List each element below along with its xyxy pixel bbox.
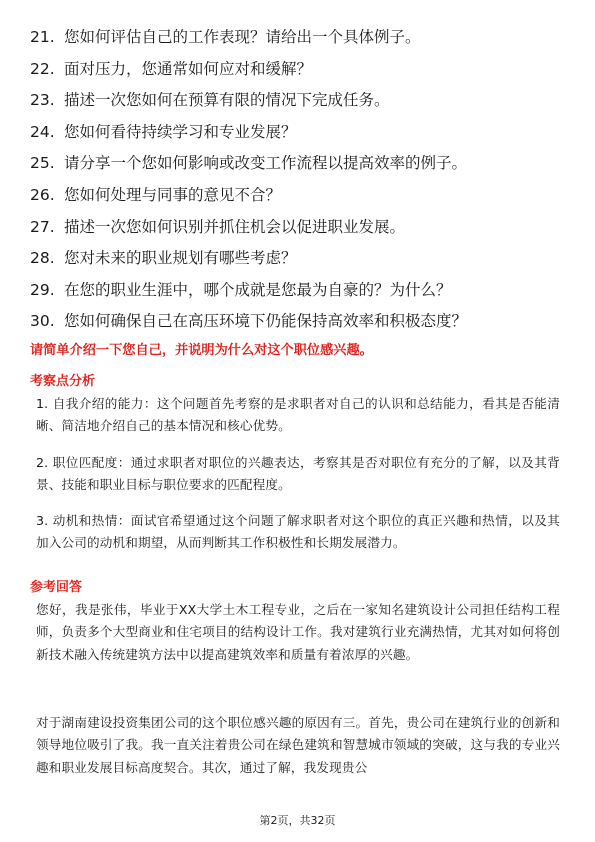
question-text: 描述一次您如何识别并抓住机会以促进职业发展。: [64, 217, 406, 236]
interview-prompt: 请简单介绍一下您自己，并说明为什么对这个职位感兴趣。: [30, 343, 373, 358]
list-item: [30, 22, 570, 54]
question-number: 30.: [30, 312, 55, 331]
question-text: 您对未来的职业规划有哪些考虑？: [64, 249, 297, 268]
list-item: [30, 180, 570, 212]
question-number: 24.: [30, 122, 55, 141]
page-footer: 第2页，共32页: [259, 814, 336, 827]
list-item: [30, 85, 570, 117]
list-item: [30, 275, 570, 307]
question-text: 在您的职业生涯中，哪个成就是您最为自豪的？为什么？: [64, 280, 452, 299]
question-number: 22.: [30, 59, 55, 78]
analysis-heading: 考察点分析: [30, 374, 96, 389]
question-text: 面对压力，您通常如何应对和缓解？: [64, 59, 313, 78]
question-text: 描述一次您如何在预算有限的情况下完成任务。: [64, 91, 390, 110]
list-item: [30, 148, 570, 180]
question-text: 您如何确保自己在高压环境下仍能保持高效率和积极态度？: [64, 312, 468, 331]
question-number: 27.: [30, 217, 55, 236]
question-list: [30, 22, 570, 338]
list-item: [30, 243, 570, 275]
question-number: 23.: [30, 91, 55, 110]
question-text: 您如何处理与同事的意见不合？: [64, 185, 282, 204]
question-number: 26.: [30, 185, 55, 204]
question-number: 21.: [30, 28, 55, 46]
reference-heading: 参考回答: [30, 580, 83, 595]
question-text: 请分享一个您如何影响或改变工作流程以提高效率的例子。: [64, 154, 468, 173]
list-item: [30, 306, 570, 338]
analysis-point: 1. 自我介绍的能力：这个问题首先考察的是求职者对自己的认识和总结能力，看其是否能清晰、简洁地介绍自己的基本情况和核心优势。: [36, 396, 560, 434]
reference-paragraph: 您好，我是张伟，毕业于XX大学土木工程专业，之后在一家知名建筑设计公司担任结构工程师，负责多个大型商业和住宅项目的结构设计工作。我对建筑行业充满热情，尤其对如何将创新技术融入传统建筑方法中以提高建筑效率和质量有着浓厚的兴趣。: [36, 602, 560, 662]
list-item: [30, 54, 570, 86]
question-number: 25.: [30, 154, 55, 173]
question-number: 29.: [30, 280, 55, 299]
list-item: [30, 212, 570, 244]
question-text: 您如何评估自己的工作表现？请给出一个具体例子。: [64, 28, 421, 46]
analysis-point: 3. 动机和热情：面试官希望通过这个问题了解求职者对这个职位的真正兴趣和热情，以及其加入公司的动机和期望，从而判断其工作积极性和长期发展潜力。: [36, 513, 560, 551]
list-item: [30, 117, 570, 149]
question-number: 28.: [30, 249, 55, 268]
reference-paragraph: 对于湖南建设投资集团公司的这个职位感兴趣的原因有三。首先，贵公司在建筑行业的创新和领导地位吸引了我。我一直关注着贵公司在绿色建筑和智慧城市领域的突破，这与我的专业兴趣和职业发展目标高度契合。其次，通过了解，我发现贵公: [36, 715, 560, 775]
analysis-point: 2. 职位匹配度：通过求职者对职位的兴趣表达，考察其是否对职位有充分的了解，以及其背景、技能和职业目标与职位要求的匹配程度。: [36, 455, 560, 493]
question-text: 您如何看待持续学习和专业发展？: [64, 122, 297, 141]
